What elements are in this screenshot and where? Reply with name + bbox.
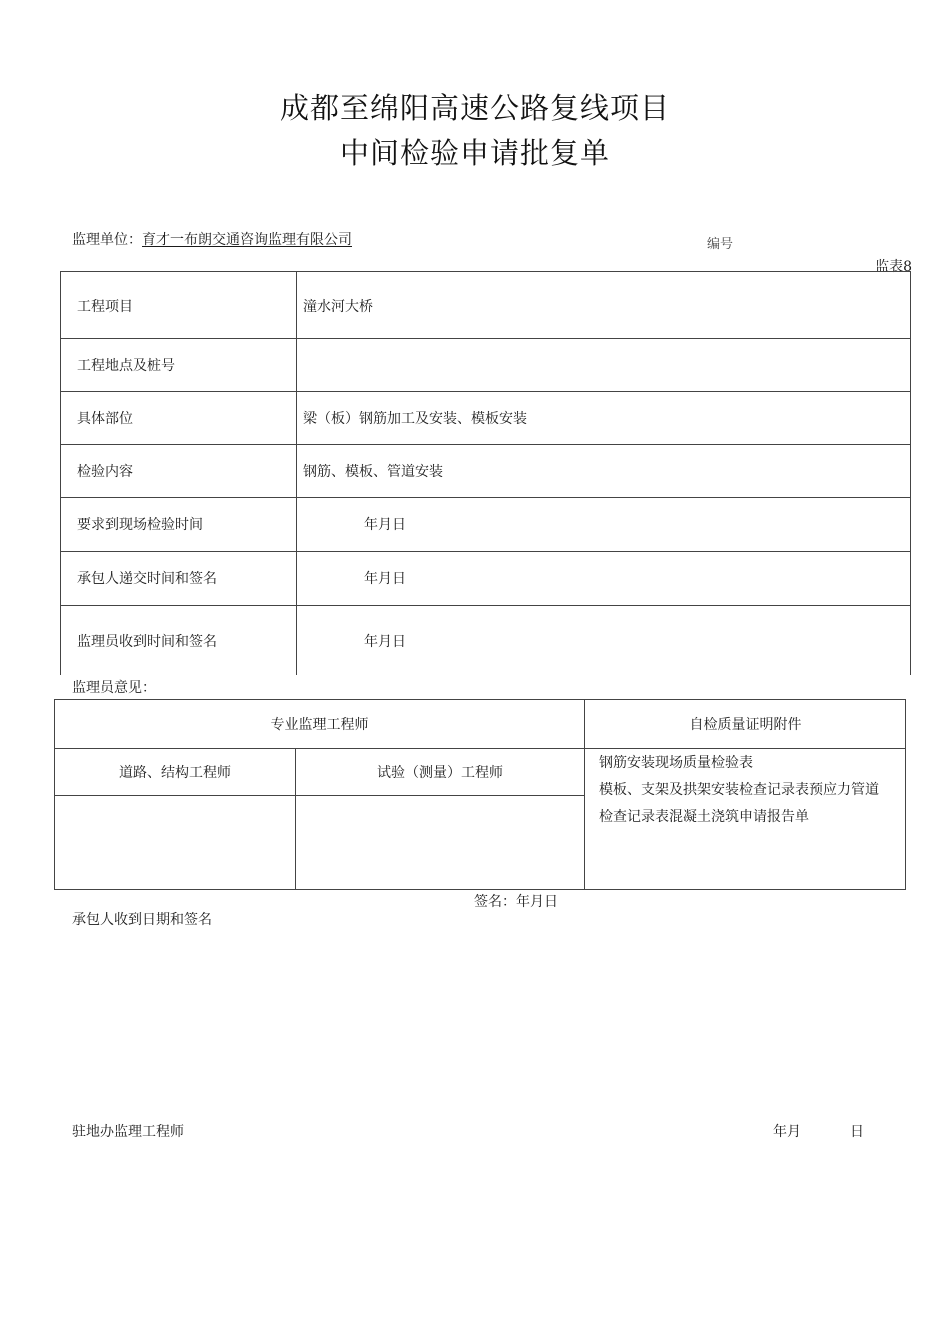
- attachment-item: 模板、支架及拱架安装检查记录表预应力管道: [599, 782, 879, 798]
- footer-year-month: 年月: [773, 1124, 801, 1140]
- row-label-part: 具体部位: [77, 411, 133, 427]
- table-row-divider: [61, 391, 910, 392]
- attachment-item: 钢筋安装现场质量检验表: [599, 755, 753, 771]
- test-engineer-header: 试验（测量）工程师: [377, 765, 503, 781]
- row-value-contractor-submit: 年月日: [364, 571, 406, 587]
- code-label: 编号: [707, 237, 734, 252]
- table-column-divider: [296, 272, 297, 675]
- row-label-supervisor-received: 监理员收到时间和签名: [77, 634, 217, 650]
- row-value-content: 钢筋、模板、管道安装: [303, 464, 443, 480]
- footer-day: 日: [850, 1124, 864, 1140]
- attachment-header: 自检质量证明附件: [689, 717, 802, 733]
- supervision-unit-name: 育才一布朗交通咨询监理有限公司: [142, 232, 352, 248]
- row-label-contractor-submit: 承包人递交时间和签名: [77, 571, 217, 587]
- supervision-unit: [72, 229, 352, 249]
- row-value-part: 梁（板）钢筋加工及安装、模板安装: [303, 411, 527, 427]
- row-label-location: 工程地点及桩号: [77, 358, 175, 374]
- row-label-project: 工程项目: [77, 299, 133, 315]
- professional-engineer-header: 专业监理工程师: [270, 717, 369, 733]
- supervision-unit-label: 监理单位：: [72, 232, 142, 248]
- table-row-divider: [55, 748, 906, 749]
- document-subtitle: 中间检验申请批复单: [339, 136, 610, 170]
- table-row-divider: [61, 605, 910, 606]
- attachment-list: [599, 750, 899, 831]
- table-row-divider: [61, 338, 910, 339]
- document-title: 成都至绵阳高速公路复线项目: [279, 91, 670, 125]
- row-value-supervisor-received: 年月日: [364, 634, 406, 650]
- table-row-divider: [61, 444, 910, 445]
- application-table: [60, 271, 911, 675]
- supervisor-opinion-label: 监理员意见：: [72, 680, 156, 696]
- row-label-inspection-time: 要求到现场检验时间: [77, 517, 203, 533]
- contractor-receipt-label: 承包人收到日期和签名: [72, 912, 212, 928]
- form-number: 监表8: [875, 259, 912, 275]
- row-value-inspection-time: 年月日: [364, 517, 406, 533]
- road-structure-engineer-header: 道路、结构工程师: [119, 765, 231, 781]
- review-table: [54, 699, 906, 890]
- resident-engineer-label: 驻地办监理工程师: [72, 1124, 184, 1140]
- table-row-divider: [61, 497, 910, 498]
- row-value-project: 潼水河大桥: [303, 299, 373, 315]
- signature-date: 签名：年月日: [474, 894, 558, 910]
- attachment-item: 检查记录表混凝土浇筑申请报告单: [599, 809, 809, 825]
- row-label-content: 检验内容: [77, 464, 133, 480]
- table-row-divider: [55, 795, 584, 796]
- table-row-divider: [61, 551, 910, 552]
